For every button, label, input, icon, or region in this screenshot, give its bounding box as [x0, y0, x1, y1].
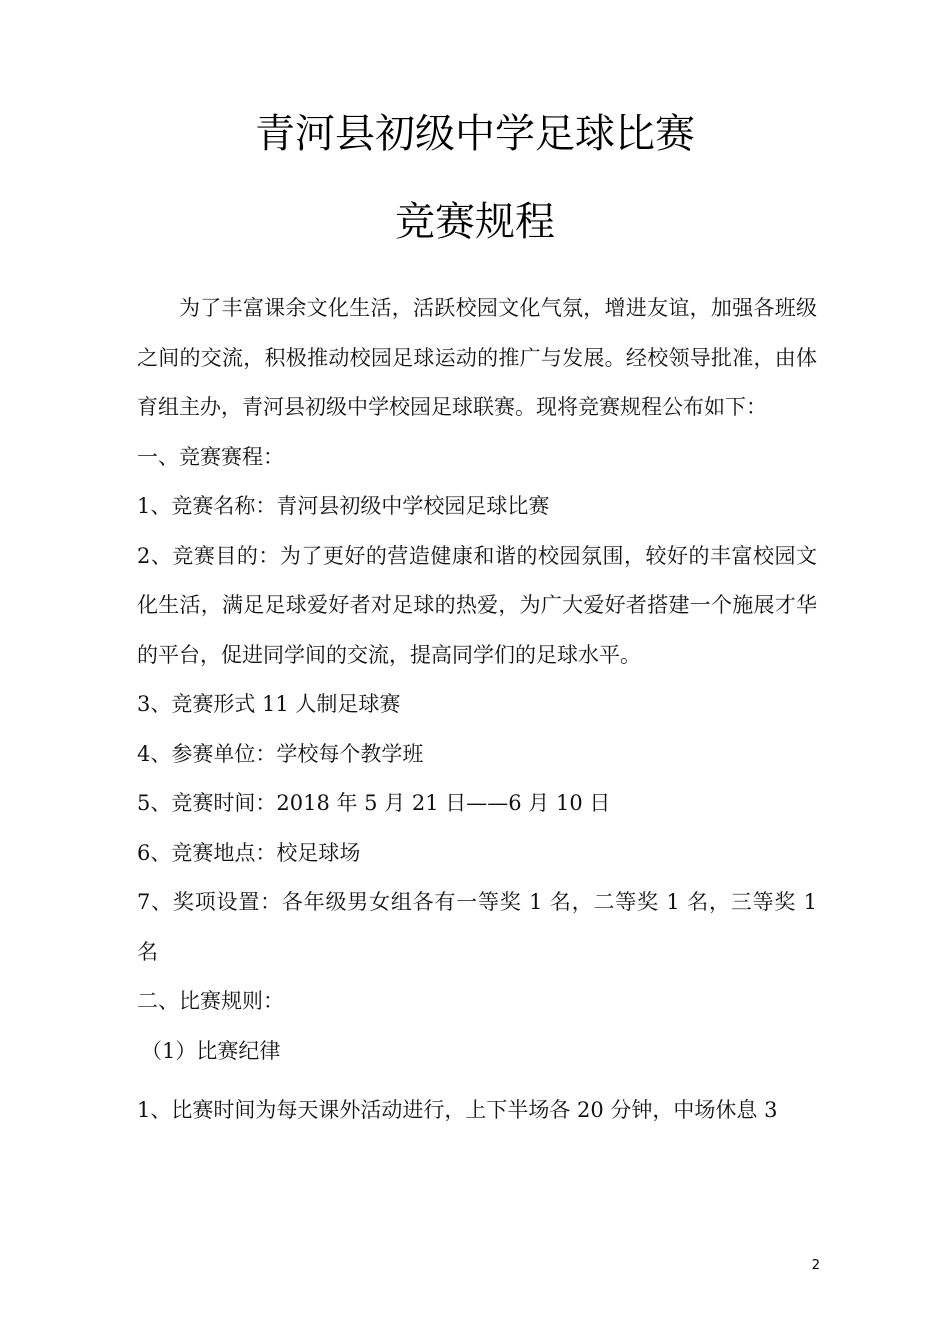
list-item-competition-format: 3、竞赛形式 11 人制足球赛 [137, 692, 401, 716]
document-subtitle: 竞赛规程 [395, 199, 555, 245]
list-item-competition-name: 1、竞赛名称：青河县初级中学校园足球比赛 [137, 494, 550, 518]
list-item-competition-purpose: 2、竞赛目的：为了更好的营造健康和谐的校园氛围，较好的丰富校园文化生活，满足足球爱好者对足球的热爱，为广大爱好者搭建一个施展才华的平台，促进同学间的交流，提高同学们的足球水平。 [137, 543, 817, 667]
page-number: 2 [811, 1258, 820, 1273]
paragraph-gap [137, 1076, 817, 1086]
document-body [137, 284, 817, 1136]
section-heading-rules: 二、比赛规则： [137, 989, 284, 1013]
rule-item-match-time: 1、比赛时间为每天课外活动进行，上下半场各 20 分钟，中场休息 3 [137, 1098, 778, 1122]
subsection-heading-discipline: （1）比赛纪律 [141, 1038, 281, 1063]
list-item-competition-time: 5、竞赛时间：2018 年 5 月 21 日——6 月 10 日 [137, 791, 611, 815]
section-heading-schedule: 一、竞赛赛程： [137, 444, 284, 469]
intro-paragraph: 为了丰富课余文化生活，活跃校园文化气氛，增进友谊，加强各班级之间的交流，积极推动校园足球运动的推广与发展。经校领导批准，由体育组主办，青河县初级中学校园足球联赛。现将竞赛规程公布如下： [137, 296, 817, 419]
document-title: 青河县初级中学足球比赛 [255, 111, 695, 157]
list-item-awards: 7、奖项设置：各年级男女组各有一等奖 1 名，二等奖 1 名，三等奖 1 名 [137, 890, 817, 964]
list-item-participants: 4、参赛单位：学校每个教学班 [137, 741, 424, 766]
list-item-competition-venue: 6、竞赛地点：校足球场 [137, 840, 361, 865]
